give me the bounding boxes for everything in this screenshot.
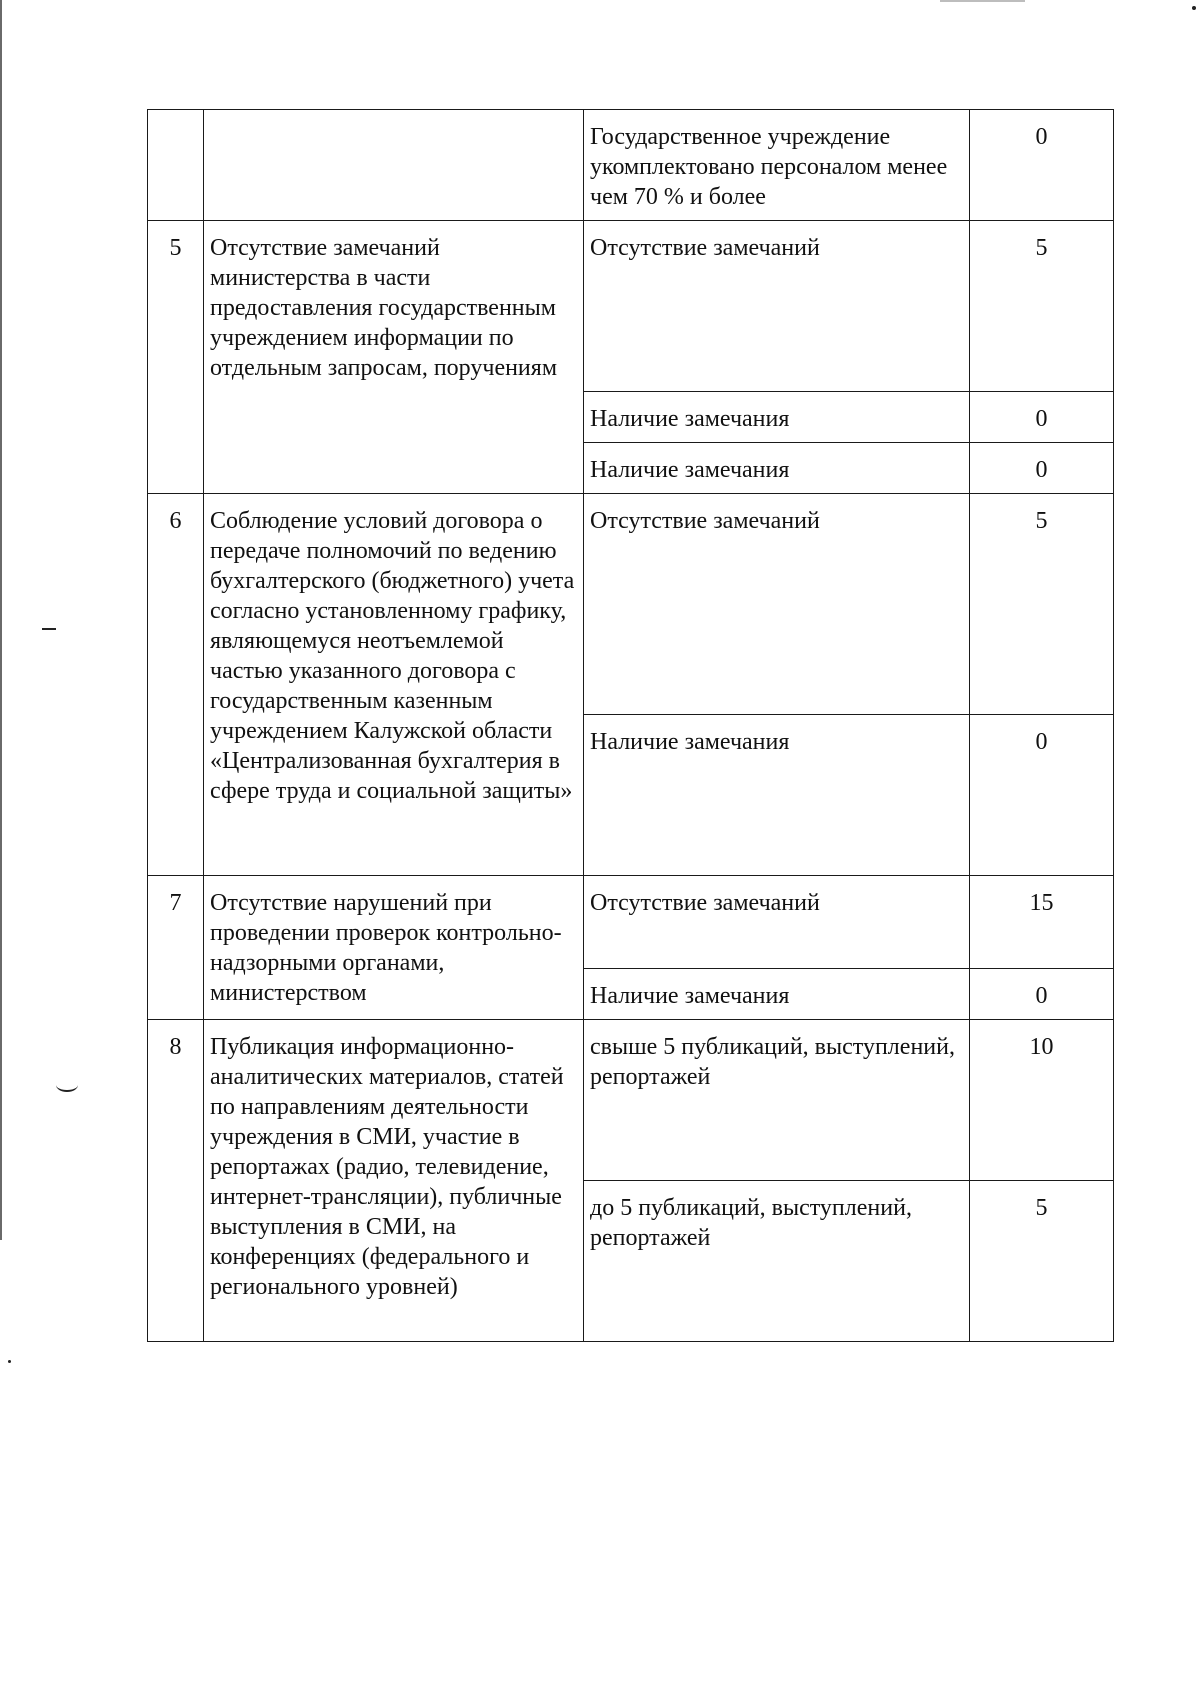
criterion-cell — [204, 110, 584, 221]
score-cell: 0 — [970, 392, 1114, 443]
row-number: 7 — [148, 876, 204, 1020]
score-cell: 5 — [970, 1181, 1114, 1342]
score-cell: 0 — [970, 110, 1114, 221]
score-cell: 10 — [970, 1020, 1114, 1181]
table-row — [148, 876, 1114, 969]
table-row — [148, 494, 1114, 715]
score-cell: 15 — [970, 876, 1114, 969]
level-cell: Наличие замечания — [584, 392, 970, 443]
score-cell: 5 — [970, 494, 1114, 715]
criterion-cell: Отсутствие нарушений при проведении проверок контрольно-надзорными органами, министерством — [204, 876, 584, 1020]
criterion-cell: Публикация информационно-аналитических материалов, статей по направлениям деятельности учреждения в СМИ, участие в репортажах (радио, телевидение, интернет-трансляции), публичные выступления в СМИ, на конференциях (федерального и регионального уровней) — [204, 1020, 584, 1342]
level-cell: Наличие замечания — [584, 715, 970, 876]
level-cell: до 5 публикаций, выступлений, репортажей — [584, 1181, 970, 1342]
table-row — [148, 1020, 1114, 1181]
score-cell: 0 — [970, 715, 1114, 876]
row-number: 8 — [148, 1020, 204, 1342]
criterion-cell: Отсутствие замечаний министерства в части предоставления государственным учреждением информации по отдельным запросам, поручениям — [204, 221, 584, 494]
level-cell: Наличие замечания — [584, 443, 970, 494]
scan-mark-dot — [8, 1360, 11, 1363]
scan-edge-line — [0, 0, 2, 1240]
level-cell: Государственное учреждение укомплектовано персоналом менее чем 70 % и более — [584, 110, 970, 221]
score-cell: 0 — [970, 443, 1114, 494]
scan-mark-top — [940, 0, 1025, 2]
level-cell: Отсутствие замечаний — [584, 221, 970, 392]
table-row — [148, 110, 1114, 221]
row-number: 6 — [148, 494, 204, 876]
score-cell: 5 — [970, 221, 1114, 392]
criterion-cell: Соблюдение условий договора о передаче полномочий по ведению бухгалтерского (бюджетного) учета согласно установленному графику, являющемуся неотъемлемой частью указанного договора с государственным казенным учреждением Калужской области «Централизованная бухгалтерия в сфере труда и социальной защиты» — [204, 494, 584, 876]
level-cell: Отсутствие замечаний — [584, 494, 970, 715]
row-number: 5 — [148, 221, 204, 494]
table-row — [148, 221, 1114, 392]
row-number — [148, 110, 204, 221]
scan-mark-dot — [1192, 6, 1196, 10]
scan-mark-curve — [56, 1078, 78, 1092]
criteria-table — [147, 109, 1114, 1342]
level-cell: Наличие замечания — [584, 969, 970, 1020]
score-cell: 0 — [970, 969, 1114, 1020]
level-cell: Отсутствие замечаний — [584, 876, 970, 969]
level-cell: свыше 5 публикаций, выступлений, репортажей — [584, 1020, 970, 1181]
scan-mark-dash — [42, 628, 56, 630]
